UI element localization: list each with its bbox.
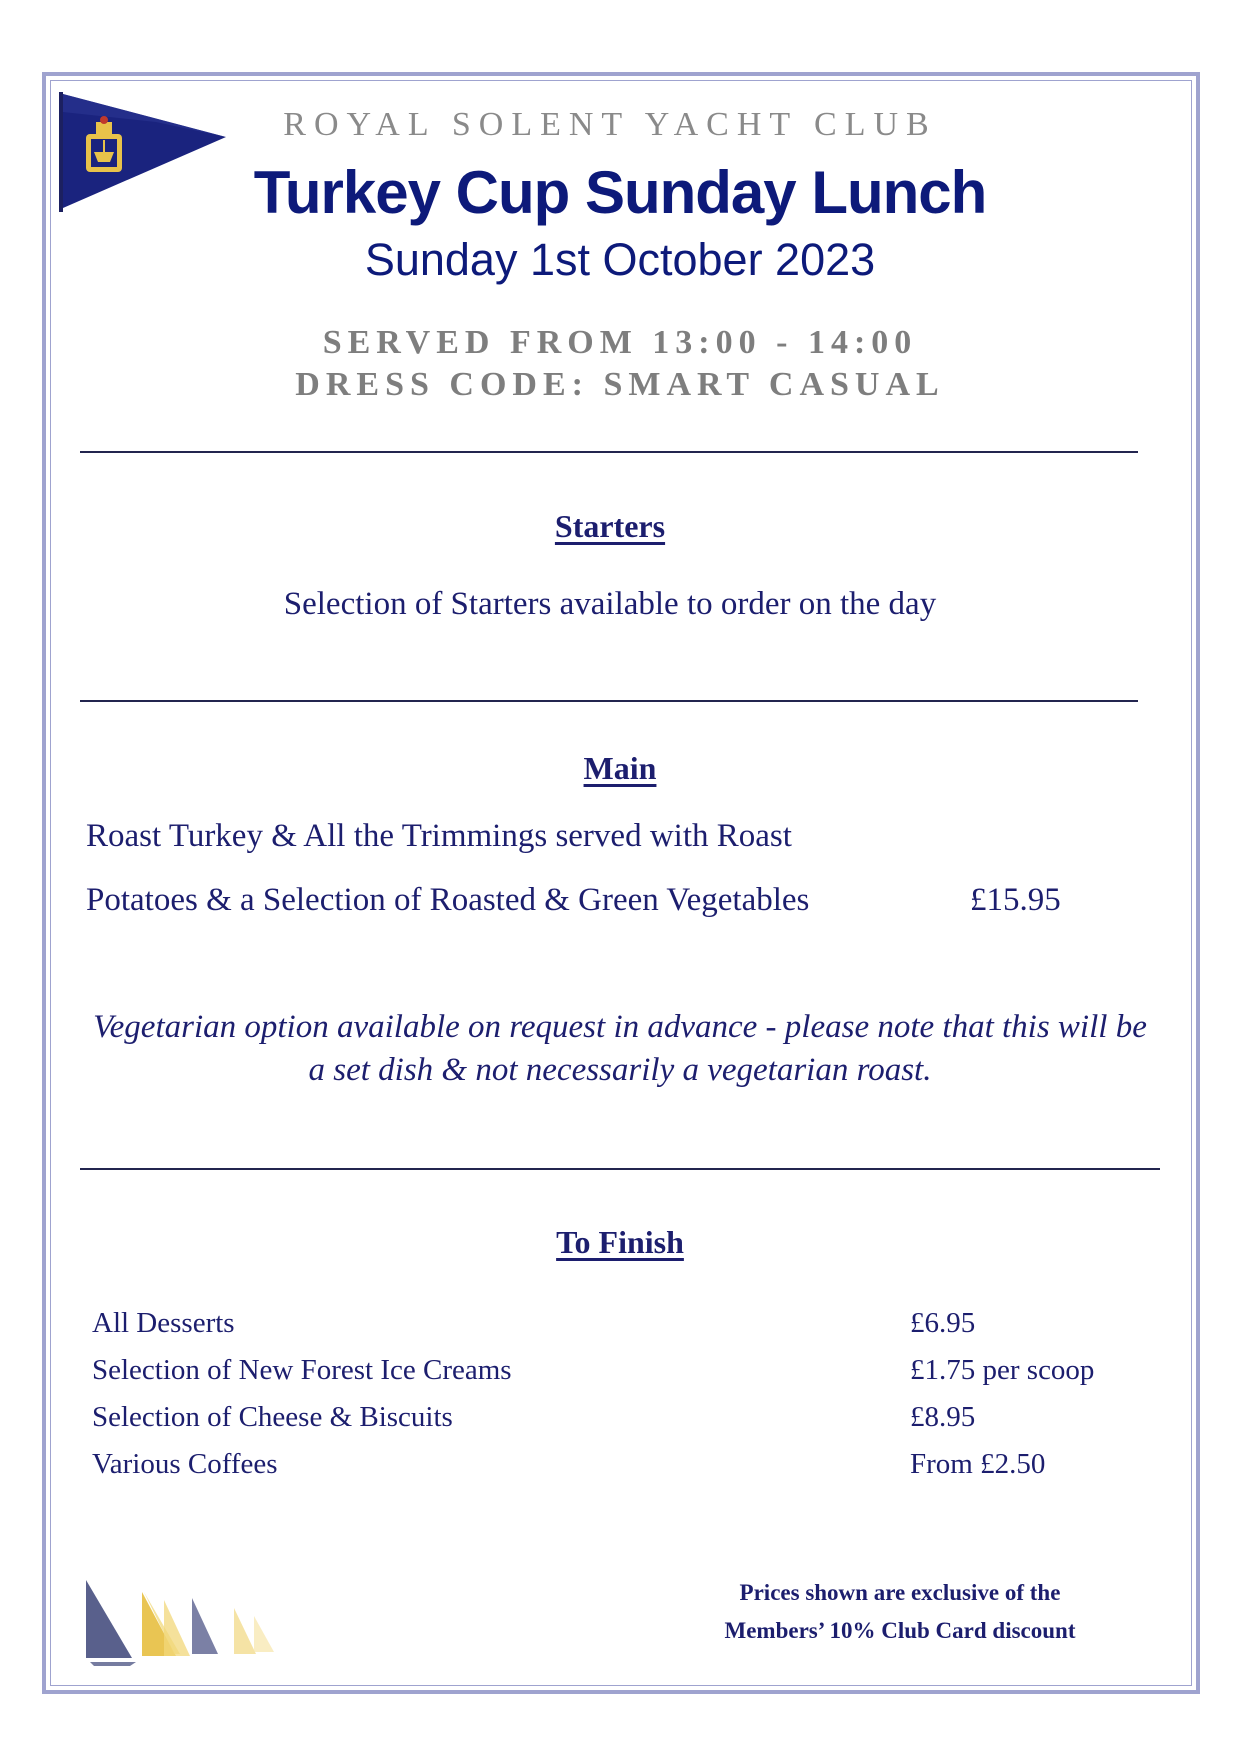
list-item	[92, 1401, 1152, 1448]
starters-heading: Starters	[554, 508, 666, 544]
item-price: £6.95	[910, 1307, 976, 1339]
dress-code: DRESS CODE: SMART CASUAL	[295, 366, 945, 403]
finish-heading: To Finish	[556, 1224, 684, 1260]
item-price: £8.95	[910, 1401, 976, 1433]
item-price: From £2.50	[910, 1448, 1046, 1480]
discount-note	[690, 1574, 1110, 1650]
serving-times: SERVED FROM 13:00 - 14:00	[322, 324, 918, 361]
item-name: Selection of Cheese & Biscuits	[92, 1401, 453, 1433]
main-dish-line-2: Potatoes & a Selection of Roasted & Green Vegetables	[86, 882, 810, 918]
event-title: Turkey Cup Sunday Lunch	[253, 159, 987, 226]
item-name: Selection of New Forest Ice Creams	[92, 1354, 512, 1386]
list-item	[92, 1307, 1152, 1354]
finish-list	[92, 1307, 1152, 1495]
main-heading: Main	[583, 750, 657, 786]
starters-text: Selection of Starters available to order on the day	[283, 586, 937, 622]
item-name: Various Coffees	[92, 1448, 278, 1480]
divider-3	[80, 1168, 1160, 1170]
discount-note-line-1: Prices shown are exclusive of the	[739, 1580, 1061, 1605]
club-name: ROYAL SOLENT YACHT CLUB	[283, 106, 937, 143]
list-item	[92, 1448, 1152, 1495]
item-name: All Desserts	[92, 1307, 235, 1339]
main-dish-line-1: Roast Turkey & All the Trimmings served with Roast	[86, 818, 792, 854]
list-item	[92, 1354, 1152, 1401]
divider-1	[80, 451, 1138, 453]
divider-2	[80, 700, 1138, 702]
main-dish-price: £15.95	[970, 882, 1061, 918]
discount-note-line-2: Members’ 10% Club Card discount	[724, 1618, 1076, 1643]
event-date: Sunday 1st October 2023	[364, 234, 876, 285]
sailing-boats-icon	[80, 1578, 300, 1668]
item-price: £1.75 per scoop	[910, 1354, 1095, 1386]
vegetarian-note: Vegetarian option available on request in advance - please note that this will be a set dish & not necessarily a vegetarian roast.	[93, 1009, 1147, 1088]
